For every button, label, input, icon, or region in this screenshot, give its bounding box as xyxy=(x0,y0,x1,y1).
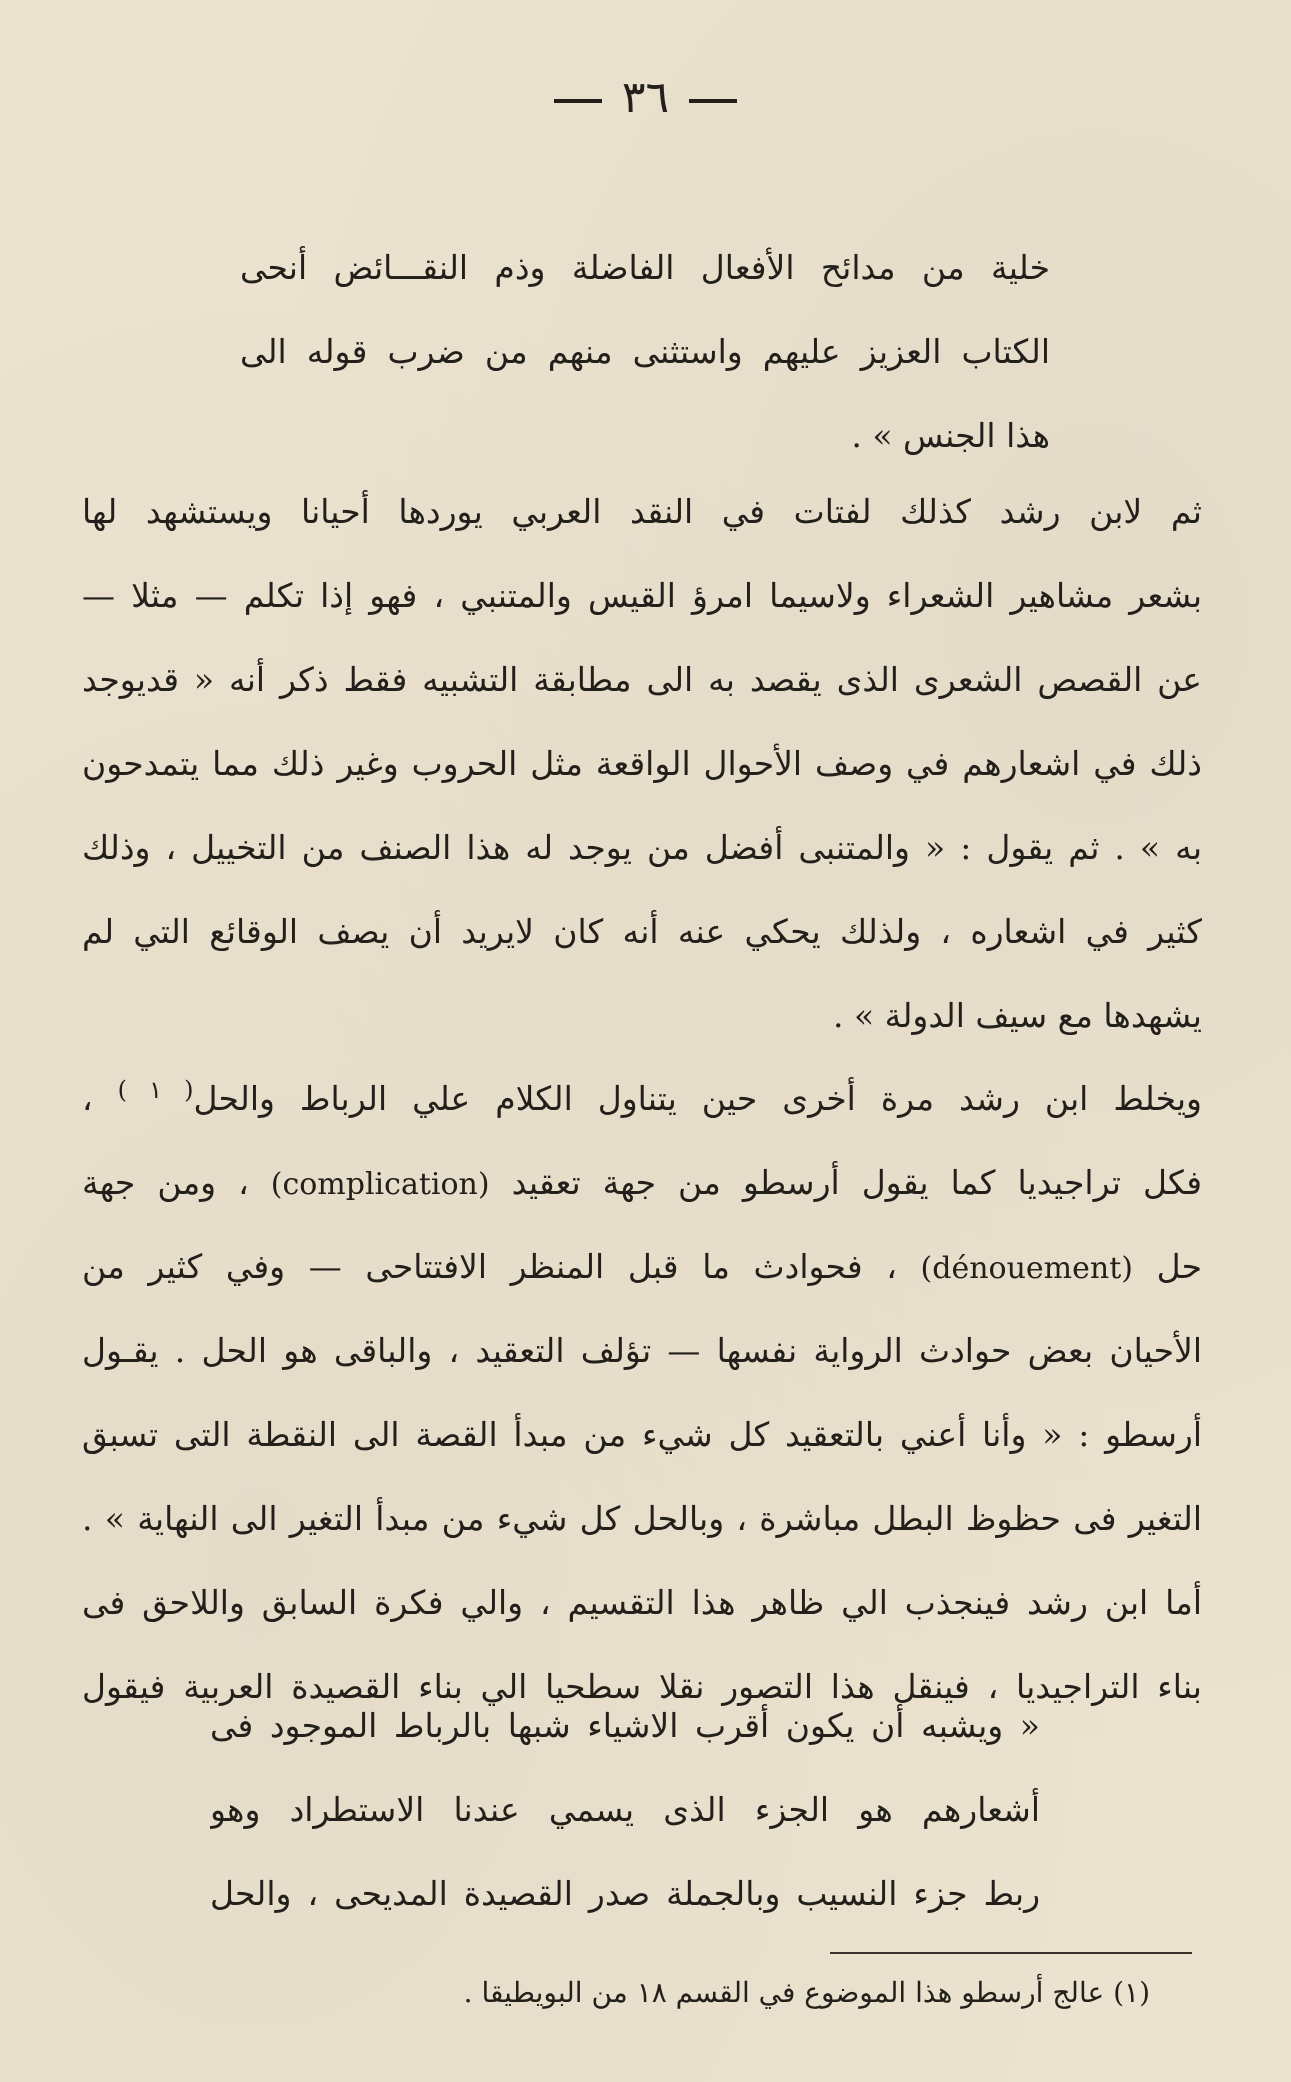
text-line: ثم لابن رشد كذلك لفتات في النقد العربي يوردها أحيانا ويستشهد لها xyxy=(82,492,1202,531)
text-line: « ويشبه أن يكون أقرب الاشياء شبها بالرباط الموجود فى xyxy=(210,1706,1040,1745)
text-line: بشعر مشاهير الشعراء ولاسيما امرؤ القيس والمتنبي ، فهو إذا تكلم — مثلا — xyxy=(82,576,1202,615)
quote-continuation xyxy=(240,226,1050,478)
latin-term: (dénouement) xyxy=(920,1251,1133,1286)
text-line: ذلك في اشعارهم في وصف الأحوال الواقعة مثل الحروب وغير ذلك مما يتمدحون xyxy=(82,744,1202,783)
latin-term: (complication) xyxy=(270,1167,490,1202)
text-line xyxy=(82,1057,1202,1141)
text-line: بناء التراجيديا ، فينقل هذا التصور نقلا سطحيا الي بناء القصيدة العربية فيقول xyxy=(82,1667,1202,1706)
paragraph-complication-denouement xyxy=(82,1057,1202,1729)
text-line: عن القصص الشعرى الذى يقصد به الى مطابقة التشبيه فقط ذكر أنه « قديوجد xyxy=(82,660,1202,699)
text-segment: ويخلط ابن رشد مرة أخرى حين يتناول الكلام علي الرباط والحل xyxy=(193,1079,1202,1118)
text-line: خلية من مدائح الأفعال الفاضلة وذم النقـــائض أنحى xyxy=(240,248,1050,287)
footnote-ref: ( ١ ) xyxy=(117,1076,194,1104)
text-line: أشعارهم هو الجزء الذى يسمي عندنا الاستطراد وهو xyxy=(210,1790,1040,1829)
text-segment: فكل تراجيديا كما يقول أرسطو من جهة تعقيد xyxy=(511,1163,1202,1202)
text-segment: ، xyxy=(82,1079,93,1118)
text-line: الكتاب العزيز عليهم واستثنى منهم من ضرب قوله الى xyxy=(240,332,1050,371)
text-line: الأحيان بعض حوادث الرواية نفسها — تؤلف التعقيد ، والباقى هو الحل . يقـول xyxy=(82,1331,1202,1370)
footnote: (١) عالج أرسطو هذا الموضوع في القسم ١٨ من البويطيقا . xyxy=(463,1976,1150,2009)
text-line: ربط جزء النسيب وبالجملة صدر القصيدة المديحى ، والحل xyxy=(210,1874,1040,1913)
text-segment: حل xyxy=(1156,1247,1202,1286)
text-line xyxy=(82,1141,1202,1225)
text-line: أما ابن رشد فينجذب الي ظاهر هذا التقسيم ، والي فكرة السابق واللاحق فى xyxy=(82,1583,1202,1622)
text-line: أرسطو : « وأنا أعني بالتعقيد كل شيء من مبدأ القصة الى النقطة التى تسبق xyxy=(82,1415,1202,1454)
text-line: به » . ثم يقول : « والمتنبى أفضل من يوجد له هذا الصنف من التخييل ، وذلك xyxy=(82,828,1202,867)
page-number-dash-right xyxy=(689,99,737,103)
page-number: ٣٦ xyxy=(621,72,670,123)
text-segment: ، ومن جهة xyxy=(82,1163,249,1202)
page-header xyxy=(0,68,1291,128)
text-line: هذا الجنس » . xyxy=(851,416,1050,455)
indented-quote xyxy=(210,1684,1040,1936)
text-line: يشهدها مع سيف الدولة » . xyxy=(833,996,1202,1035)
footnote-divider xyxy=(830,1952,1192,1954)
paragraph-arabic-criticism xyxy=(82,470,1202,1058)
page-number-dash-left xyxy=(554,99,602,103)
text-line: التغير فى حظوظ البطل مباشرة ، وبالحل كل شيء من مبدأ التغير الى النهاية » . xyxy=(82,1499,1202,1538)
text-line xyxy=(82,1225,1202,1309)
text-line: كثير في اشعاره ، ولذلك يحكي عنه أنه كان لايريد أن يصف الوقائع التي لم xyxy=(82,912,1202,951)
text-segment: ، فحوادث ما قبل المنظر الافتتاحى — وفي كثير من xyxy=(82,1247,897,1286)
